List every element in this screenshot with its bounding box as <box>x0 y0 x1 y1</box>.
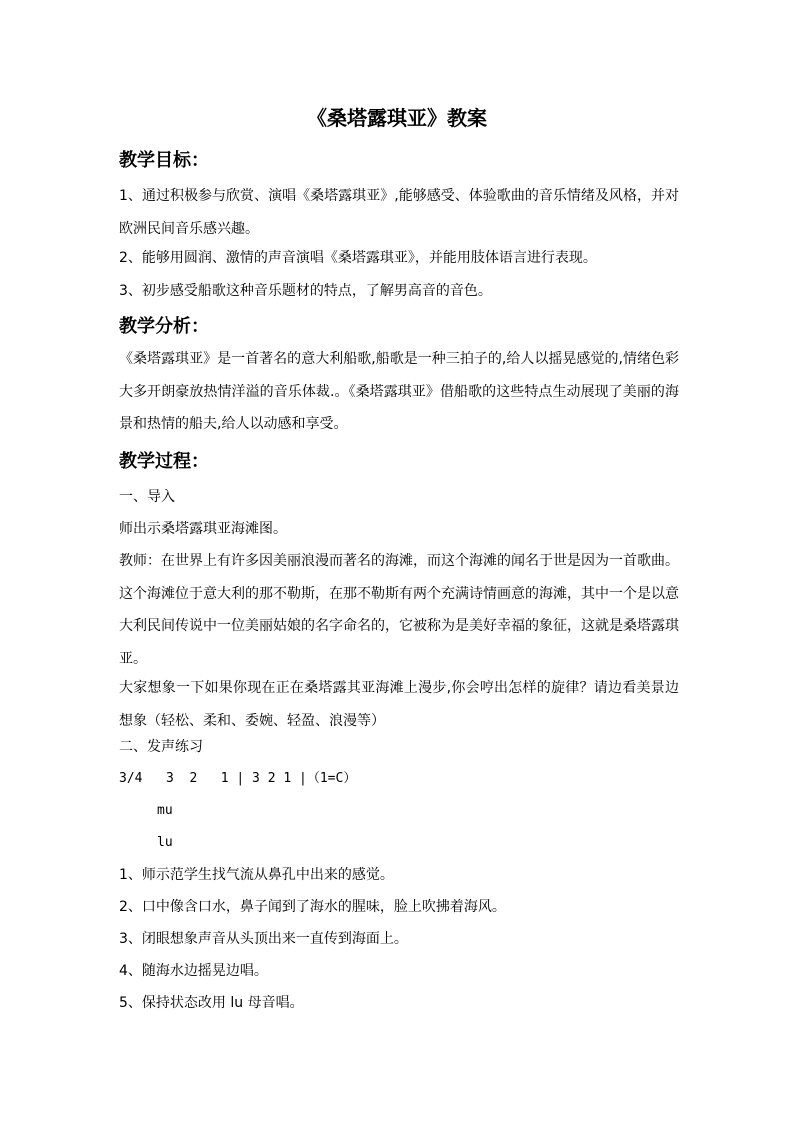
step-item-4: 4、随海水边摇晃边唱。 <box>119 963 268 979</box>
step-item-3: 3、闭眼想象声音从头顶出来一直传到海面上。 <box>119 931 408 947</box>
syllable-lu: lu <box>157 835 173 850</box>
step-item-1: 1、师示范学生找气流从鼻孔中出来的感觉。 <box>119 867 394 883</box>
intro-section-title: 一、导入 <box>119 489 175 505</box>
process-heading: 教学过程： <box>119 451 209 472</box>
intro-instruction: 师出示桑塔露琪亚海滩图。 <box>119 521 287 537</box>
document-title: 《桑塔露琪亚》教案 <box>307 106 487 130</box>
teacher-paragraph: 教师：在世界上有许多因美丽浪漫而著名的海滩，而这个海滩的闻名于世是因为一首歌曲。这个海滩位于意大利的那不勒斯，在那不勒斯有两个充满诗情画意的海滩，其中一个是以意大利民间传说中一位美丽姑娘的名字命名的，它被称为是美好幸福的象征，这就是桑塔露琪亚。 <box>119 553 679 667</box>
vocal-section-title: 二、发声练习 <box>119 739 203 755</box>
goal-item-1: 1、通过积极参与欣赏、演唱《桑塔露琪亚》,能够感受、体验歌曲的音乐情绪及风格，并对欧洲民间音乐感兴趣。 <box>119 188 679 237</box>
notation-line: 3/4 3 2 1 | 3 2 1 |（1=C） <box>119 771 357 786</box>
analysis-heading: 教学分析： <box>119 316 209 337</box>
analysis-paragraph: 《桑塔露琪亚》是一首著名的意大利船歌,船歌是一种三拍子的,给人以摇晃感觉的,情绪色彩大多开朗豪放热情洋溢的音乐体裁.。《桑塔露琪亚》借船歌的这些特点生动展现了美丽的海景和热情的船夫,给人以动感和享受。 <box>119 351 679 432</box>
goal-item-3: 3、初步感受船歌这种音乐题材的特点，了解男高音的音色。 <box>119 283 492 299</box>
step-item-5: 5、保持状态改用 lu 母音唱。 <box>119 995 304 1011</box>
goals-heading: 教学目标： <box>119 150 209 171</box>
imagine-paragraph: 大家想象一下如果你现在正在桑塔露其亚海滩上漫步,你会哼出怎样的旋律？请边看美景边想象（轻松、柔和、委婉、轻盈、浪漫等） <box>119 680 679 729</box>
syllable-mu: mu <box>157 803 173 818</box>
step-item-2: 2、口中像含口水，鼻子闻到了海水的腥味，脸上吹拂着海风。 <box>119 899 506 915</box>
goal-item-2: 2、能够用圆润、激情的声音演唱《桑塔露琪亚》，并能用肢体语言进行表现。 <box>119 250 597 266</box>
